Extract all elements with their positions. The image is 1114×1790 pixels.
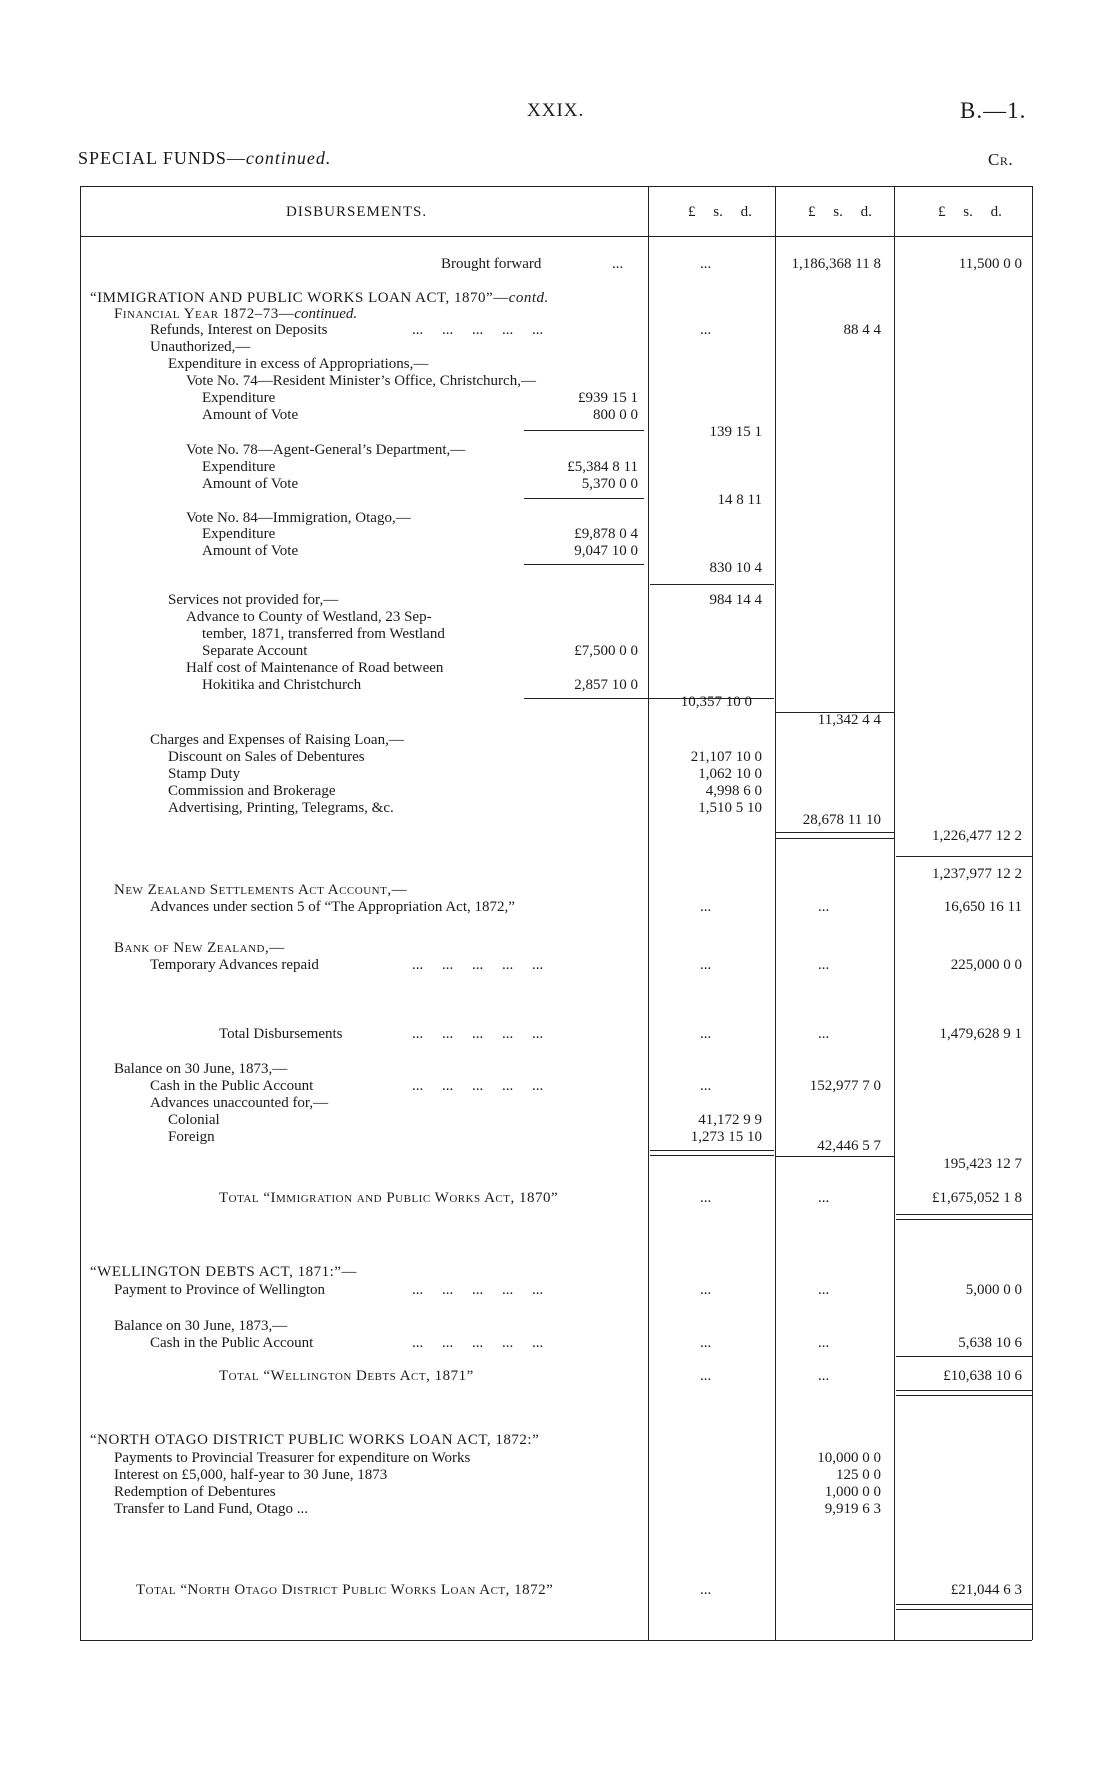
refunds-label: Refunds, Interest on Deposits xyxy=(150,322,328,338)
leader-dots: ... xyxy=(700,1190,712,1206)
halfcost-line-2: Hokitika and Christchurch xyxy=(202,677,362,693)
header-col1: £ s. d. xyxy=(688,204,752,220)
wellington-payment-label: Payment to Province of Wellington xyxy=(114,1282,325,1298)
sum-rule xyxy=(896,1356,1032,1357)
charge-row-label: Discount on Sales of Debentures xyxy=(168,749,365,765)
north-otago-row-amount: 1,000 0 0 xyxy=(824,1484,881,1500)
header-col3: £ s. d. xyxy=(938,204,1002,220)
north-otago-act-title: “NORTH OTAGO DISTRICT PUBLIC WORKS LOAN ACT, 1872:” xyxy=(90,1432,540,1448)
leader-dots: ... xyxy=(612,256,624,272)
wellington-balance-label: Balance on 30 June, 1873,— xyxy=(114,1318,288,1334)
excess-label: Expenditure in excess of Appropriations,— xyxy=(168,356,429,372)
north-otago-row-label: Redemption of Debentures xyxy=(114,1484,276,1500)
vote-74-excess: 139 15 1 xyxy=(709,424,762,440)
balance-label: Balance on 30 June, 1873,— xyxy=(114,1061,288,1077)
sum-rule xyxy=(524,498,644,499)
immigration-total-amount: £1,675,052 1 8 xyxy=(932,1190,1022,1206)
sum-rule xyxy=(776,1156,894,1157)
sum-rule xyxy=(776,832,894,833)
leader-dots: ... xyxy=(700,256,712,272)
north-otago-total-amount: £21,044 6 3 xyxy=(950,1582,1022,1598)
colonial-label: Colonial xyxy=(168,1112,220,1128)
vote-74-amount: 800 0 0 xyxy=(593,407,638,423)
column-divider xyxy=(775,186,776,1640)
vote-74-label: Vote No. 74—Resident Minister’s Office, Christchurch,— xyxy=(186,373,536,389)
nzs-title: New Zealand Settlements Act Account,— xyxy=(114,882,408,898)
wellington-total-amount: £10,638 10 6 xyxy=(943,1368,1022,1384)
running-total-col3: 1,237,977 12 2 xyxy=(932,866,1022,882)
services-label: Services not provided for,— xyxy=(168,592,339,608)
leader-dots: ... ... ... ... ... xyxy=(412,1335,544,1351)
financial-year-label: Financial Year 1872–73— xyxy=(114,306,295,322)
immigration-total-label: Total “Immigration and Public Works Act, 1870” xyxy=(219,1190,559,1206)
sum-rule xyxy=(524,564,644,565)
leader-dots: ... xyxy=(700,1582,712,1598)
sum-rule xyxy=(524,430,644,431)
credit-side-label: Cr. xyxy=(988,150,1014,169)
header-col2: £ s. d. xyxy=(808,204,872,220)
foreign-label: Foreign xyxy=(168,1129,215,1145)
charges-total: 28,678 11 10 xyxy=(802,812,881,828)
vote-74-expenditure: £939 15 1 xyxy=(578,390,638,406)
column-divider xyxy=(894,186,895,1640)
leader-dots: ... xyxy=(700,322,712,338)
section-title-main: SPECIAL FUNDS— xyxy=(78,148,246,168)
vote-78-label: Vote No. 78—Agent-General’s Department,— xyxy=(186,442,466,458)
leader-dots: ... xyxy=(700,899,712,915)
vote-84-amount-label: Amount of Vote xyxy=(202,543,299,559)
leader-dots: ... xyxy=(818,899,830,915)
leader-dots: ... xyxy=(818,957,830,973)
vote-78-excess: 14 8 11 xyxy=(717,492,762,508)
leader-dots: ... xyxy=(818,1282,830,1298)
leader-dots: ... xyxy=(818,1335,830,1351)
charge-row-label: Commission and Brokerage xyxy=(168,783,336,799)
unauthorized-total: 11,342 4 4 xyxy=(817,712,881,728)
advance-line-2: tember, 1871, transferred from Westland xyxy=(202,626,445,642)
advance-amount: £7,500 0 0 xyxy=(574,643,638,659)
leader-dots: ... xyxy=(700,1335,712,1351)
leader-dots: ... ... ... ... ... xyxy=(412,322,544,338)
cash-label: Cash in the Public Account xyxy=(150,1078,314,1094)
brought-forward-col3: 11,500 0 0 xyxy=(958,256,1022,272)
financial-year-continued: continued. xyxy=(294,306,358,322)
leader-dots: ... xyxy=(700,1368,712,1384)
north-otago-row-label: Payments to Provincial Treasurer for expenditure on Works xyxy=(114,1450,471,1466)
leader-dots: ... xyxy=(700,1078,712,1094)
sum-rule xyxy=(776,838,894,839)
wellington-cash-amount: 5,638 10 6 xyxy=(958,1335,1022,1351)
leader-dots: ... ... ... ... ... xyxy=(412,1078,544,1094)
vote-84-expenditure: £9,878 0 4 xyxy=(574,526,638,542)
nzs-amount: 16,650 16 11 xyxy=(943,899,1022,915)
leader-dots: ... xyxy=(818,1368,830,1384)
charge-row-label: Advertising, Printing, Telegrams, &c. xyxy=(168,800,394,816)
advance-line-1: Advance to County of Westland, 23 Sep- xyxy=(186,609,432,625)
table-left-border xyxy=(80,186,81,1640)
vote-84-amount: 9,047 10 0 xyxy=(574,543,638,559)
brought-forward-label: Brought forward xyxy=(441,256,542,272)
table-right-border xyxy=(1032,186,1033,1640)
vote-74-amount-label: Amount of Vote xyxy=(202,407,299,423)
immigration-act-title-main: “IMMIGRATION AND PUBLIC WORKS LOAN ACT, 1870”— xyxy=(90,290,509,306)
cash-amount: 152,977 7 0 xyxy=(809,1078,881,1094)
charges-label: Charges and Expenses of Raising Loan,— xyxy=(150,732,404,748)
halfcost-line-1: Half cost of Maintenance of Road between xyxy=(186,660,444,676)
services-total: 10,357 10 0 xyxy=(680,694,752,710)
double-rule xyxy=(896,1604,1032,1610)
leader-dots: ... xyxy=(818,1190,830,1206)
vote-74-expenditure-label: Expenditure xyxy=(202,390,276,406)
total-disbursements-amount: 1,479,628 9 1 xyxy=(939,1026,1022,1042)
financial-year xyxy=(114,306,357,323)
north-otago-row-amount: 125 0 0 xyxy=(836,1467,881,1483)
leader-dots: ... ... ... ... ... xyxy=(412,1026,544,1042)
section-title xyxy=(78,148,331,169)
vote-78-expenditure: £5,384 8 11 xyxy=(567,459,638,475)
north-otago-total-label: Total “North Otago District Public Works Loan Act, 1872” xyxy=(136,1582,554,1598)
balance-amount: 195,423 12 7 xyxy=(943,1156,1022,1172)
immigration-act-title-contd: contd. xyxy=(508,290,549,306)
north-otago-row-label: Interest on £5,000, half-year to 30 June, 1873 xyxy=(114,1467,388,1483)
advances-total: 42,446 5 7 xyxy=(817,1138,881,1154)
north-otago-row-amount: 10,000 0 0 xyxy=(817,1450,881,1466)
double-rule xyxy=(650,1150,774,1156)
north-otago-row-amount: 9,919 6 3 xyxy=(824,1501,881,1517)
charge-row-amount: 4,998 6 0 xyxy=(705,783,762,799)
leader-dots: ... xyxy=(700,1026,712,1042)
vote-78-expenditure-label: Expenditure xyxy=(202,459,276,475)
header-disbursements: DISBURSEMENTS. xyxy=(286,204,428,220)
advance-line-3: Separate Account xyxy=(202,643,308,659)
bank-label: Temporary Advances repaid xyxy=(150,957,319,973)
vote-78-amount-label: Amount of Vote xyxy=(202,476,299,492)
bank-amount: 225,000 0 0 xyxy=(950,957,1022,973)
services-excess-total: 984 14 4 xyxy=(709,592,762,608)
refunds-amount: 88 4 4 xyxy=(843,322,881,338)
bank-title: Bank of New Zealand,— xyxy=(114,940,285,956)
wellington-cash-label: Cash in the Public Account xyxy=(150,1335,314,1351)
leader-dots: ... xyxy=(818,1026,830,1042)
colonial-amount: 41,172 9 9 xyxy=(698,1112,762,1128)
nzs-label: Advances under section 5 of “The Appropriation Act, 1872,” xyxy=(150,899,515,915)
wellington-payment-amount: 5,000 0 0 xyxy=(965,1282,1022,1298)
charge-row-amount: 21,107 10 0 xyxy=(690,749,762,765)
table-top-rule xyxy=(80,186,1032,187)
header-rule xyxy=(80,236,1032,237)
leader-dots: ... xyxy=(700,1282,712,1298)
foreign-amount: 1,273 15 10 xyxy=(690,1129,762,1145)
immigration-act-title xyxy=(90,290,549,307)
leader-dots: ... xyxy=(700,957,712,973)
vote-78-amount: 5,370 0 0 xyxy=(581,476,638,492)
advances-label: Advances unaccounted for,— xyxy=(150,1095,329,1111)
vote-84-expenditure-label: Expenditure xyxy=(202,526,276,542)
double-rule xyxy=(896,1214,1032,1220)
leader-dots: ... ... ... ... ... xyxy=(412,1282,544,1298)
vote-84-excess: 830 10 4 xyxy=(709,560,762,576)
column-divider xyxy=(648,186,649,1640)
section-title-continued: continued. xyxy=(245,148,332,168)
wellington-total-label: Total “Wellington Debts Act, 1871” xyxy=(219,1368,474,1384)
north-otago-row-label: Transfer to Land Fund, Otago ... xyxy=(114,1501,309,1517)
charge-row-amount: 1,062 10 0 xyxy=(698,766,762,782)
subtotal-col3: 1,226,477 12 2 xyxy=(932,828,1022,844)
table-bottom-rule xyxy=(80,1640,1032,1641)
vote-84-label: Vote No. 84—Immigration, Otago,— xyxy=(186,510,411,526)
total-disbursements-label: Total Disbursements xyxy=(219,1026,343,1042)
sum-rule xyxy=(650,584,774,585)
page-number: XXIX. xyxy=(527,100,585,121)
brought-forward-col2: 1,186,368 11 8 xyxy=(791,256,881,272)
unauthorized-label: Unauthorized,— xyxy=(150,339,251,355)
halfcost-amount: 2,857 10 0 xyxy=(574,677,638,693)
double-rule xyxy=(896,1390,1032,1396)
wellington-act-title: “WELLINGTON DEBTS ACT, 1871:”— xyxy=(90,1264,357,1280)
charge-row-amount: 1,510 5 10 xyxy=(698,800,762,816)
leader-dots: ... ... ... ... ... xyxy=(412,957,544,973)
charge-row-label: Stamp Duty xyxy=(168,766,241,782)
document-reference: B.—1. xyxy=(960,98,1027,123)
sum-rule xyxy=(896,856,1032,857)
